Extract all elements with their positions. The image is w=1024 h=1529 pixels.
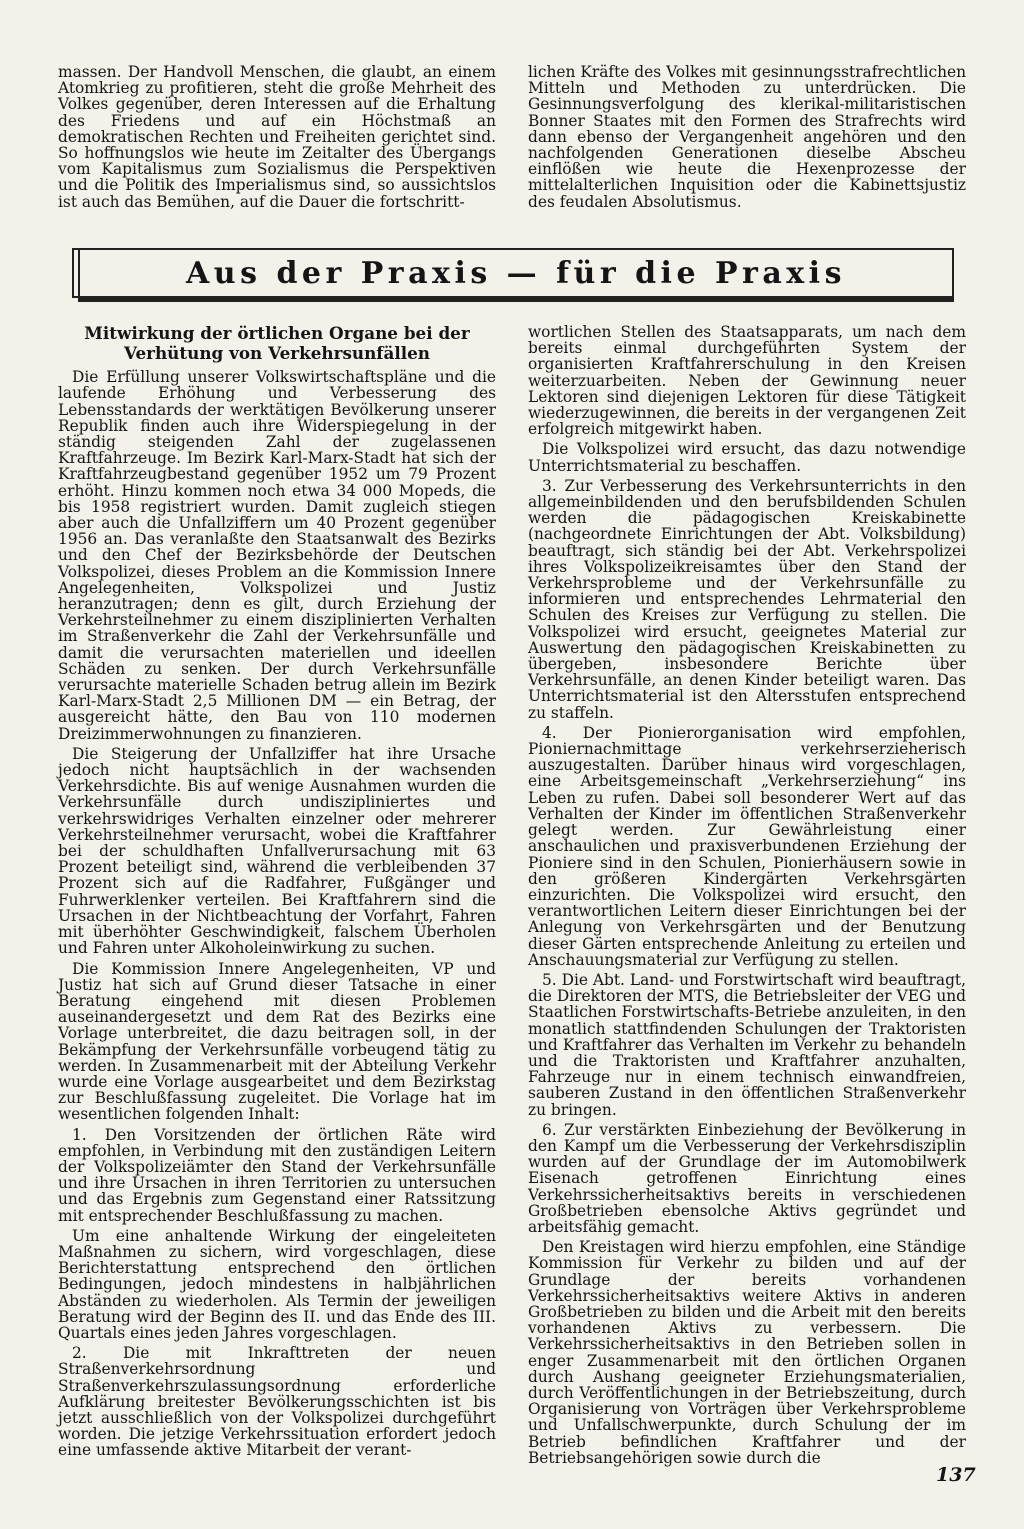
paragraph: 2. Die mit Inkrafttreten der neuen Straßenverkehrsordnung und Straßenverkehrszulassungsordnung erforderliche Aufklärung breitester Bevölkerungsschichten ist bis jetzt ausschließlich von der Volkspolizei durchgeführt worden. Die jetzige Verkehrssituation erfordert jedoch eine umfassende aktive Mitarbeit der verant- [58,1344,496,1460]
section-banner-title: Aus der Praxis — für die Praxis [186,255,846,291]
paragraph: Um eine anhaltende Wirkung der eingeleiteten Maßnahmen zu sichern, wird vorgeschlagen, diese Berichterstattung entsprechend den örtlichen Bedingungen, jedoch mindestens in halbjährlichen Abständen zu wiederholen. Als Termin der jeweiligen Beratung wird der Beginn des II. und das Ende des III. Quartals eines jeden Jahres vorgeschlagen. [58,1226,496,1342]
top-right-column [528,64,966,214]
paragraph: 3. Zur Verbesserung des Verkehrsunterrichts in den allgemeinbildenden und den berufsbildenden Schulen werden die pädagogischen Kreiskabinette (nachgeordnete Einrichtungen der Abt. Volksbildung) beauftragt, sich ständig bei der Abt. Verkehrspolizei ihres Volkspolizeikreisamtes über den Stand der Verkehrsprobleme und der Verkehrsunfälle zu informieren und entsprechendes Lehrmaterial den Schulen des Kreises zur Verfügung zu stellen. Die Volkspolizei wird ersucht, geeignetes Material zur Auswertung den pädagogischen Kreiskabinetten zu übergeben, insbesondere Berichte über Verkehrsunfälle, an denen Kinder beteiligt waren. Das Unterrichtsmaterial ist den Altersstufen entsprechend zu staffeln. [528,476,966,722]
article-right-column [528,324,966,1470]
paragraph: 5. Die Abt. Land- und Forstwirtschaft wird beauftragt, die Direktoren der MTS, die Betriebsleiter der VEG und Staatlichen Forstwirtschafts-Betriebe anzuleiten, in den monatlich stattfindenden Schulungen der Traktoristen und Kraftfahrer das Verhalten im Verkehr zu behandeln und die Traktoristen und Kraftfahrer anzuhalten, Fahrzeuge nur in einem technisch einwandfreien, sauberen Zustand in den öffentlichen Straßenverkehr zu bringen. [528,970,966,1119]
article-headline: Mitwirkung der örtlichen Organe bei der Verhütung von Verkehrsunfällen [84,323,470,363]
paragraph: wortlichen Stellen des Staatsapparats, um nach dem bereits einmal durchgeführten System der organisierten Kraftfahrerschulung in den Kreisen weiterzuarbeiten. Neben der Gewinnung neuer Lektoren sind diejenigen Lektoren für diese Tätigkeit wiederzugewinnen, die bereits in der vergangenen Zeit erfolgreich mitgewirkt haben. [528,323,966,439]
paragraph: Die Kommission Innere Angelegenheiten, VP und Justiz hat sich auf Grund dieser Tatsache in einer Beratung eingehend mit diesen Problemen auseinandergesetzt und dem Rat des Bezirks eine Vorlage unterbreitet, die dazu beitragen soll, in der Bekämpfung der Verkehrsunfälle vorbeugend tätig zu werden. In Zusammenarbeit mit der Abteilung Verkehr wurde eine Vorlage ausgearbeitet und dem Bezirkstag zur Beschlußfassung zugeleitet. Die Vorlage hat im wesentlichen folgenden Inhalt: [58,959,496,1124]
paragraph: Den Kreistagen wird hierzu empfohlen, eine Ständige Kommission für Verkehr zu bilden und auf der Grundlage der bereits vorhandenen Verkehrssicherheitsaktivs weitere Aktivs in anderen Großbetrieben zu bilden und die Arbeit mit den bereits vorhandenen Aktivs zu verbessern. Die Verkehrssicherheitsaktivs in den Betrieben sollen in enger Zusammenarbeit mit den örtlichen Organen durch Aushang geeigneter Erziehungsmaterialien, durch Veröffentlichungen in der Betriebszeitung, durch Organisierung von Vorträgen über Verkehrsprobleme und Unfallschwerpunkte, durch Schulung der im Betrieb befindlichen Kraftfahrer und der Betriebsangehörigen sowie durch die [528,1238,966,1467]
paragraph: Die Erfüllung unserer Volkswirtschaftspläne und die laufende Erhöhung und Verbesserung des Lebensstandards der werktätigen Bevölkerung unserer Republik finden auch ihre Widerspiegelung in der ständig steigenden Zahl der zugelassenen Kraftfahrzeuge. Im Bezirk Karl-Marx-Stadt hat sich der Kraftfahrzeugbestand gegenüber 1952 um 79 Prozent erhöht. Hinzu kommen noch etwa 34 000 Mopeds, die bis 1958 registriert wurden. Damit zugleich stiegen aber auch die Unfallziffern um 40 Prozent gegenüber 1956 an. Das veranlaßte den Staatsanwalt des Bezirks und den Chef der Bezirksbehörde der Deutschen Volkspolizei, dieses Problem an die Kommission Innere Angelegenheiten, Volkspolizei und Justiz heranzutragen; denn es gilt, durch Erziehung der Verkehrsteilnehmer zu einem disziplinierten Verhalten im Straßenverkehr die Zahl der Verkehrsunfälle und damit die verursachten materiellen und ideellen Schäden zu senken. Der durch Verkehrsunfälle verursachte materielle Schaden betrug allein im Bezirk Karl-Marx-Stadt 2,5 Millionen DM — ein Betrag, der ausgereicht hätte, den Bau von 110 modernen Dreizimmerwohnungen zu finanzieren. [58,368,496,743]
paragraph: lichen Kräfte des Volkes mit gesinnungsstrafrechtlichen Mitteln und Methoden zu unterdrücken. Die Gesinnungsverfolgung des klerikal-militaristischen Bonner Staates mit den Formen des Strafrechts wird dann ebenso der Vergangenheit angehören und den nachfolgenden Generationen dieselbe Abscheu einflößen wie heute die Hexenprozesse der mittelalterlichen Inquisition oder die Kabinettsjustiz des feudalen Absolutismus. [528,63,966,211]
page-number: 137 [936,1464,976,1486]
paragraph: 4. Der Pionierorganisation wird empfohlen, Pioniernachmittage verkehrserzieherisch auszugestalten. Darüber hinaus wird vorgeschlagen, eine Arbeitsgemeinschaft „Verkehrserziehung“ ins Leben zu rufen. Dabei soll besonderer Wert auf das Verhalten der Kinder im öffentlichen Straßenverkehr gelegt werden. Zur Gewährleistung einer anschaulichen und praxisverbundenen Erziehung der Pioniere sind in den Schulen, Pionierhäusern sowie in den größeren Kindergärten Verkehrsgärten einzurichten. Die Volkspolizei wird ersucht, den verantwortlichen Leitern dieser Einrichtungen bei der Anlegung von Verkehrsgärten und der Benutzung dieser Gärten entsprechende Anleitung zu erteilen und Anschauungsmaterial zur Verfügung zu stellen. [528,723,966,969]
paragraph: Die Volkspolizei wird ersucht, das dazu notwendige Unterrichtsmaterial zu beschaffen. [528,440,966,475]
top-left-column [58,64,496,214]
article-left-column [58,324,496,1463]
section-banner [78,248,954,298]
paragraph: 1. Den Vorsitzenden der örtlichen Räte wird empfohlen, in Verbindung mit den zuständigen Leitern der Volkspolizeiämter den Stand der Verkehrsunfälle und ihre Ursachen in ihren Territorien zu untersuchen und das Ergebnis zum Gegenstand einer Ratssitzung mit entsprechender Beschlußfassung zu machen. [58,1125,496,1225]
paragraph: massen. Der Handvoll Menschen, die glaubt, an einem Atomkrieg zu profitieren, steht die große Mehrheit des Volkes gegenüber, deren Interessen auf die Erhaltung des Friedens und auf ein Höchstmaß an demokratischen Rechten und Freiheiten gerichtet sind. So hoffnungslos wie heute im Zeitalter des Übergangs vom Kapitalismus zum Sozialismus die Perspektiven und die Politik des Imperialismus sind, so aussichtslos ist auch das Bemühen, auf die Dauer die fortschritt- [58,63,496,211]
paragraph: 6. Zur verstärkten Einbeziehung der Bevölkerung in den Kampf um die Verbesserung der Verkehrsdisziplin wurden auf der Grundlage der im Automobilwerk Eisenach getroffenen Einrichtung eines Verkehrssicherheitsaktivs bereits in verschiedenen Großbetrieben ebensolche Aktivs gegründet und arbeitsfähig gemacht. [528,1120,966,1236]
paragraph: Die Steigerung der Unfallziffer hat ihre Ursache jedoch nicht hauptsächlich in der wachsenden Verkehrsdichte. Bis auf wenige Ausnahmen wurden die Verkehrsunfälle durch undiszipliniertes und verkehrswidriges Verhalten einzelner oder mehrerer Verkehrsteilnehmer verursacht, wobei die Kraftfahrer bei der schuldhaften Unfallverursachung mit 63 Prozent beteiligt sind, während die verbleibenden 37 Prozent sich auf die Radfahrer, Fußgänger und Fuhrwerklenker verteilen. Bei Kraftfahrern sind die Ursachen in der Nichtbeachtung der Vorfahrt, Fahren mit überhöhter Geschwindigkeit, falschem Überholen und Fahren unter Alkoholeinwirkung zu suchen. [58,744,496,958]
